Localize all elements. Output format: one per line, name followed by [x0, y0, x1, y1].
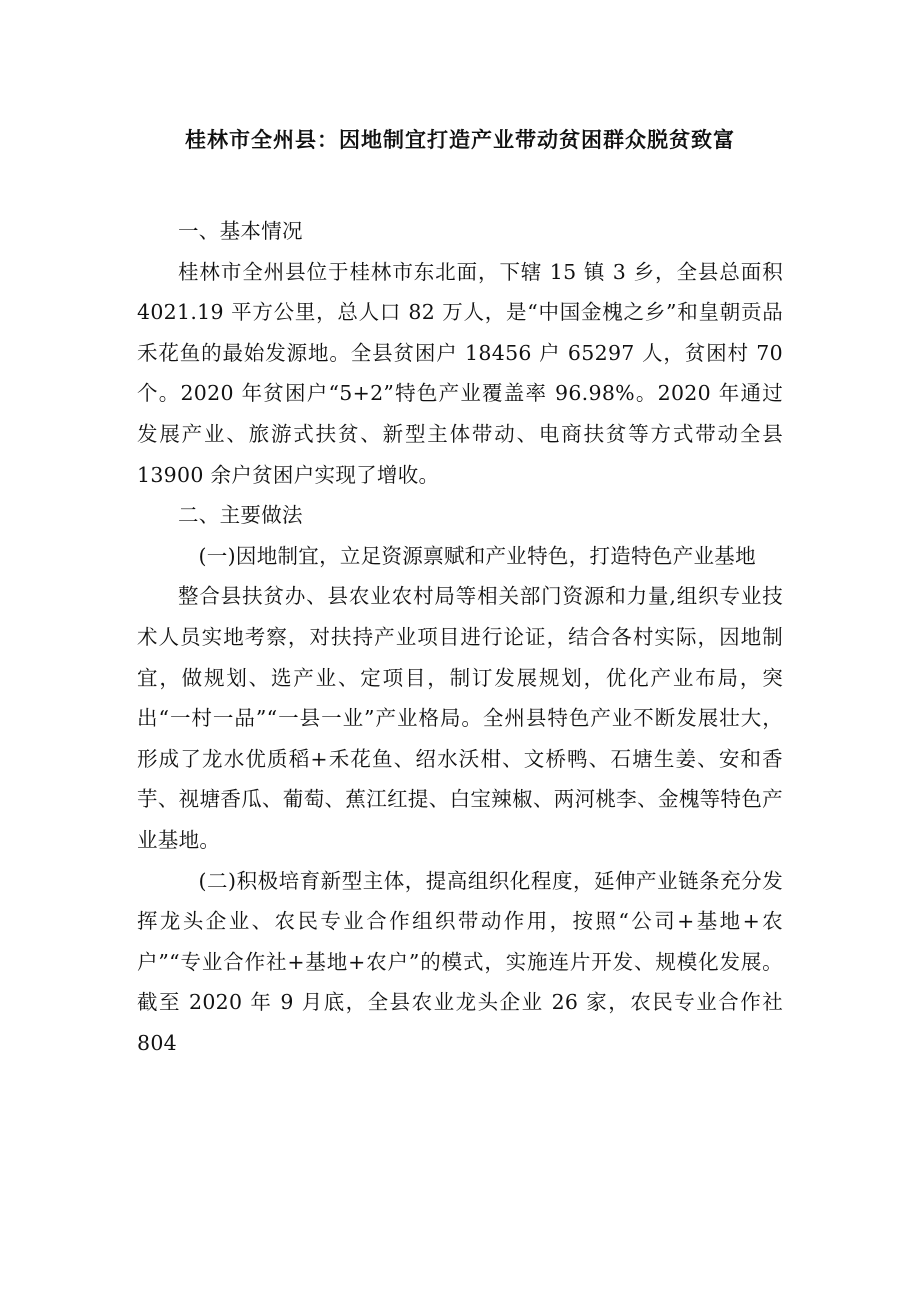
document-body: [137, 211, 783, 1063]
paragraph-subsection-1: 整合县扶贫办、县农业农村局等相关部门资源和力量,组织专业技术人员实地考察，对扶持产业项目进行论证，结合各村实际，因地制宜，做规划、选产业、定项目，制订发展规划，优化产业布局，突出“一村一品”“一县一业”产业格局。全州县特色产业不断发展壮大，形成了龙水优质稻+禾花鱼、绍水沃柑、文桥鸭、石塘生姜、安和香芋、视塘香瓜、葡萄、蕉江红提、白宝辣椒、两河桃李、金槐等特色产业基地。: [137, 584, 783, 852]
subsection-heading-1: (一)因地制宜，立足资源禀赋和产业特色，打造特色产业基地: [198, 543, 756, 568]
paragraph-subsection-2: (二)积极培育新型主体，提高组织化程度，延伸产业链条充分发挥龙头企业、农民专业合作组织带动作用，按照“公司+基地+农户”“专业合作社+基地+农户”的模式，实施连片开发、规模化发展。截至 2020 年 9 月底，全县农业龙头企业 26 家，农民专业合作社 804: [137, 868, 783, 1055]
document-title: 桂林市全州县：因地制宜打造产业带动贫困群众脱贫致富: [185, 127, 735, 152]
paragraph-basic-info: 桂林市全州县位于桂林市东北面，下辖 15 镇 3 乡，全县总面积 4021.19 平方公里，总人口 82 万人，是“中国金槐之乡”和皇朝贡品禾花鱼的最始发源地。全县贫困户 18456 户 65297 人，贫困村 70 个。2020 年贫困户“5+2”特色产业覆盖率 96.98%。2020 年通过发展产业、旅游式扶贫、新型主体带动、电商扶贫等方式带动全县 13900 余户贫困户实现了增收。: [137, 259, 783, 487]
section-heading-methods: 二、主要做法: [178, 503, 303, 528]
section-heading-basic: 一、基本情况: [178, 219, 303, 243]
